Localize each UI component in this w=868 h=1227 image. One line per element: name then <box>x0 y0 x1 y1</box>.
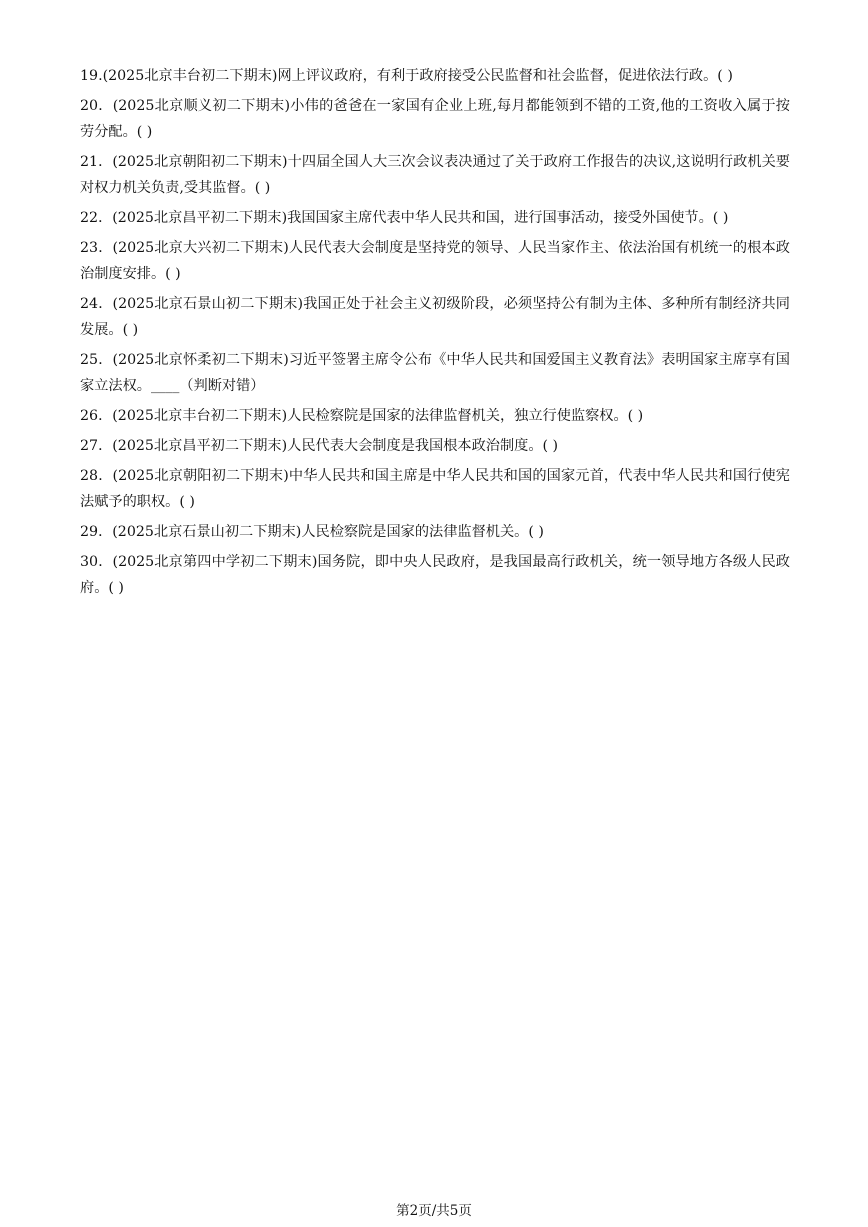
question-item: 20．(2025北京顺义初二下期末)小伟的爸爸在一家国有企业上班,每月都能领到不错的工资,他的工资收入属于按劳分配。( ) <box>80 98 790 140</box>
question-number: 26 <box>80 408 99 424</box>
question-text: 十四届全国人大三次会议表决通过了关于政府工作报告的决议,这说明行政机关要对权力机关负责,受其监督。( ) <box>80 154 790 196</box>
question-source: (2025北京第四中学初二下期末) <box>112 554 318 570</box>
question-number: 25 <box>80 352 99 368</box>
question-source: (2025北京丰台初二下期末) <box>102 68 278 84</box>
question-source: (2025北京朝阳初二下期末) <box>112 468 289 484</box>
question-number: 28 <box>80 468 99 484</box>
question-source: (2025北京丰台初二下期末) <box>112 408 288 424</box>
question-source: (2025北京大兴初二下期末) <box>112 240 289 256</box>
question-source: (2025北京顺义初二下期末) <box>112 98 290 114</box>
question-text: 人民代表大会制度是我国根本政治制度。( ) <box>287 438 559 454</box>
page-footer <box>0 1199 868 1219</box>
question-source: (2025北京石景山初二下期末) <box>112 524 302 540</box>
question-item: 23．(2025北京大兴初二下期末)人民代表大会制度是坚持党的领导、人民当家作主、依法治国有机统一的根本政治制度安排。( ) <box>80 240 790 282</box>
question-number: 30 <box>80 554 99 570</box>
question-number: 24 <box>80 296 99 312</box>
question-source: (2025北京朝阳初二下期末) <box>112 154 288 170</box>
question-text: 网上评议政府，有利于政府接受公民监督和社会监督，促进依法行政。( ) <box>277 68 733 84</box>
question-text: 习近平签署主席令公布《中华人民共和国爱国主义教育法》表明国家主席享有国家立法权。____（判断对错） <box>80 352 790 394</box>
question-item: 25．(2025北京怀柔初二下期末)习近平签署主席令公布《中华人民共和国爱国主义教育法》表明国家主席享有国家立法权。____（判断对错） <box>80 352 790 394</box>
question-item: 26．(2025北京丰台初二下期末)人民检察院是国家的法律监督机关，独立行使监察权。( ) <box>80 408 644 424</box>
question-number: 27 <box>80 438 99 454</box>
question-text: 人民代表大会制度是坚持党的领导、人民当家作主、依法治国有机统一的根本政治制度安排。( ) <box>80 240 790 282</box>
question-number: 21 <box>80 154 99 170</box>
question-item: 27．(2025北京昌平初二下期末)人民代表大会制度是我国根本政治制度。( ) <box>80 438 559 454</box>
question-source: (2025北京昌平初二下期末) <box>112 438 288 454</box>
question-number: 19 <box>80 68 99 84</box>
question-source: (2025北京石景山初二下期末) <box>112 296 304 312</box>
question-item: 29．(2025北京石景山初二下期末)人民检察院是国家的法律监督机关。( ) <box>80 524 544 540</box>
question-number: 23 <box>80 240 99 256</box>
question-text: 中华人民共和国主席是中华人民共和国的国家元首，代表中华人民共和国行使宪法赋予的职权。( ) <box>80 468 790 510</box>
question-item: 28．(2025北京朝阳初二下期末)中华人民共和国主席是中华人民共和国的国家元首，代表中华人民共和国行使宪法赋予的职权。( ) <box>80 468 790 510</box>
question-item: 19.(2025北京丰台初二下期末)网上评议政府，有利于政府接受公民监督和社会监督，促进依法行政。( ) <box>80 68 733 84</box>
question-source: (2025北京怀柔初二下期末) <box>112 352 289 368</box>
question-number: 29 <box>80 524 99 540</box>
page-number: 第2页/共5页 <box>396 1203 472 1219</box>
question-number: 22 <box>80 210 99 226</box>
question-text: 人民检察院是国家的法律监督机关，独立行使监察权。( ) <box>287 408 644 424</box>
question-item: 24．(2025北京石景山初二下期末)我国正处于社会主义初级阶段，必须坚持公有制为主体、多种所有制经济共同发展。( ) <box>80 296 790 338</box>
question-source: (2025北京昌平初二下期末) <box>112 210 288 226</box>
question-item: 21．(2025北京朝阳初二下期末)十四届全国人大三次会议表决通过了关于政府工作报告的决议,这说明行政机关要对权力机关负责,受其监督。( ) <box>80 154 790 196</box>
question-list <box>80 63 790 605</box>
question-number: 20 <box>80 98 99 114</box>
question-text: 小伟的爸爸在一家国有企业上班,每月都能领到不错的工资,他的工资收入属于按劳分配。( ) <box>80 98 790 140</box>
question-text: 我国国家主席代表中华人民共和国，进行国事活动，接受外国使节。( ) <box>287 210 729 226</box>
question-text: 国务院，即中央人民政府，是我国最高行政机关，统一领导地方各级人民政府。( ) <box>80 554 790 596</box>
question-text: 人民检察院是国家的法律监督机关。( ) <box>301 524 544 540</box>
question-text: 我国正处于社会主义初级阶段，必须坚持公有制为主体、多种所有制经济共同发展。( ) <box>80 296 790 338</box>
question-item: 22．(2025北京昌平初二下期末)我国国家主席代表中华人民共和国，进行国事活动，接受外国使节。( ) <box>80 210 729 226</box>
question-item: 30．(2025北京第四中学初二下期末)国务院，即中央人民政府，是我国最高行政机关，统一领导地方各级人民政府。( ) <box>80 554 790 596</box>
